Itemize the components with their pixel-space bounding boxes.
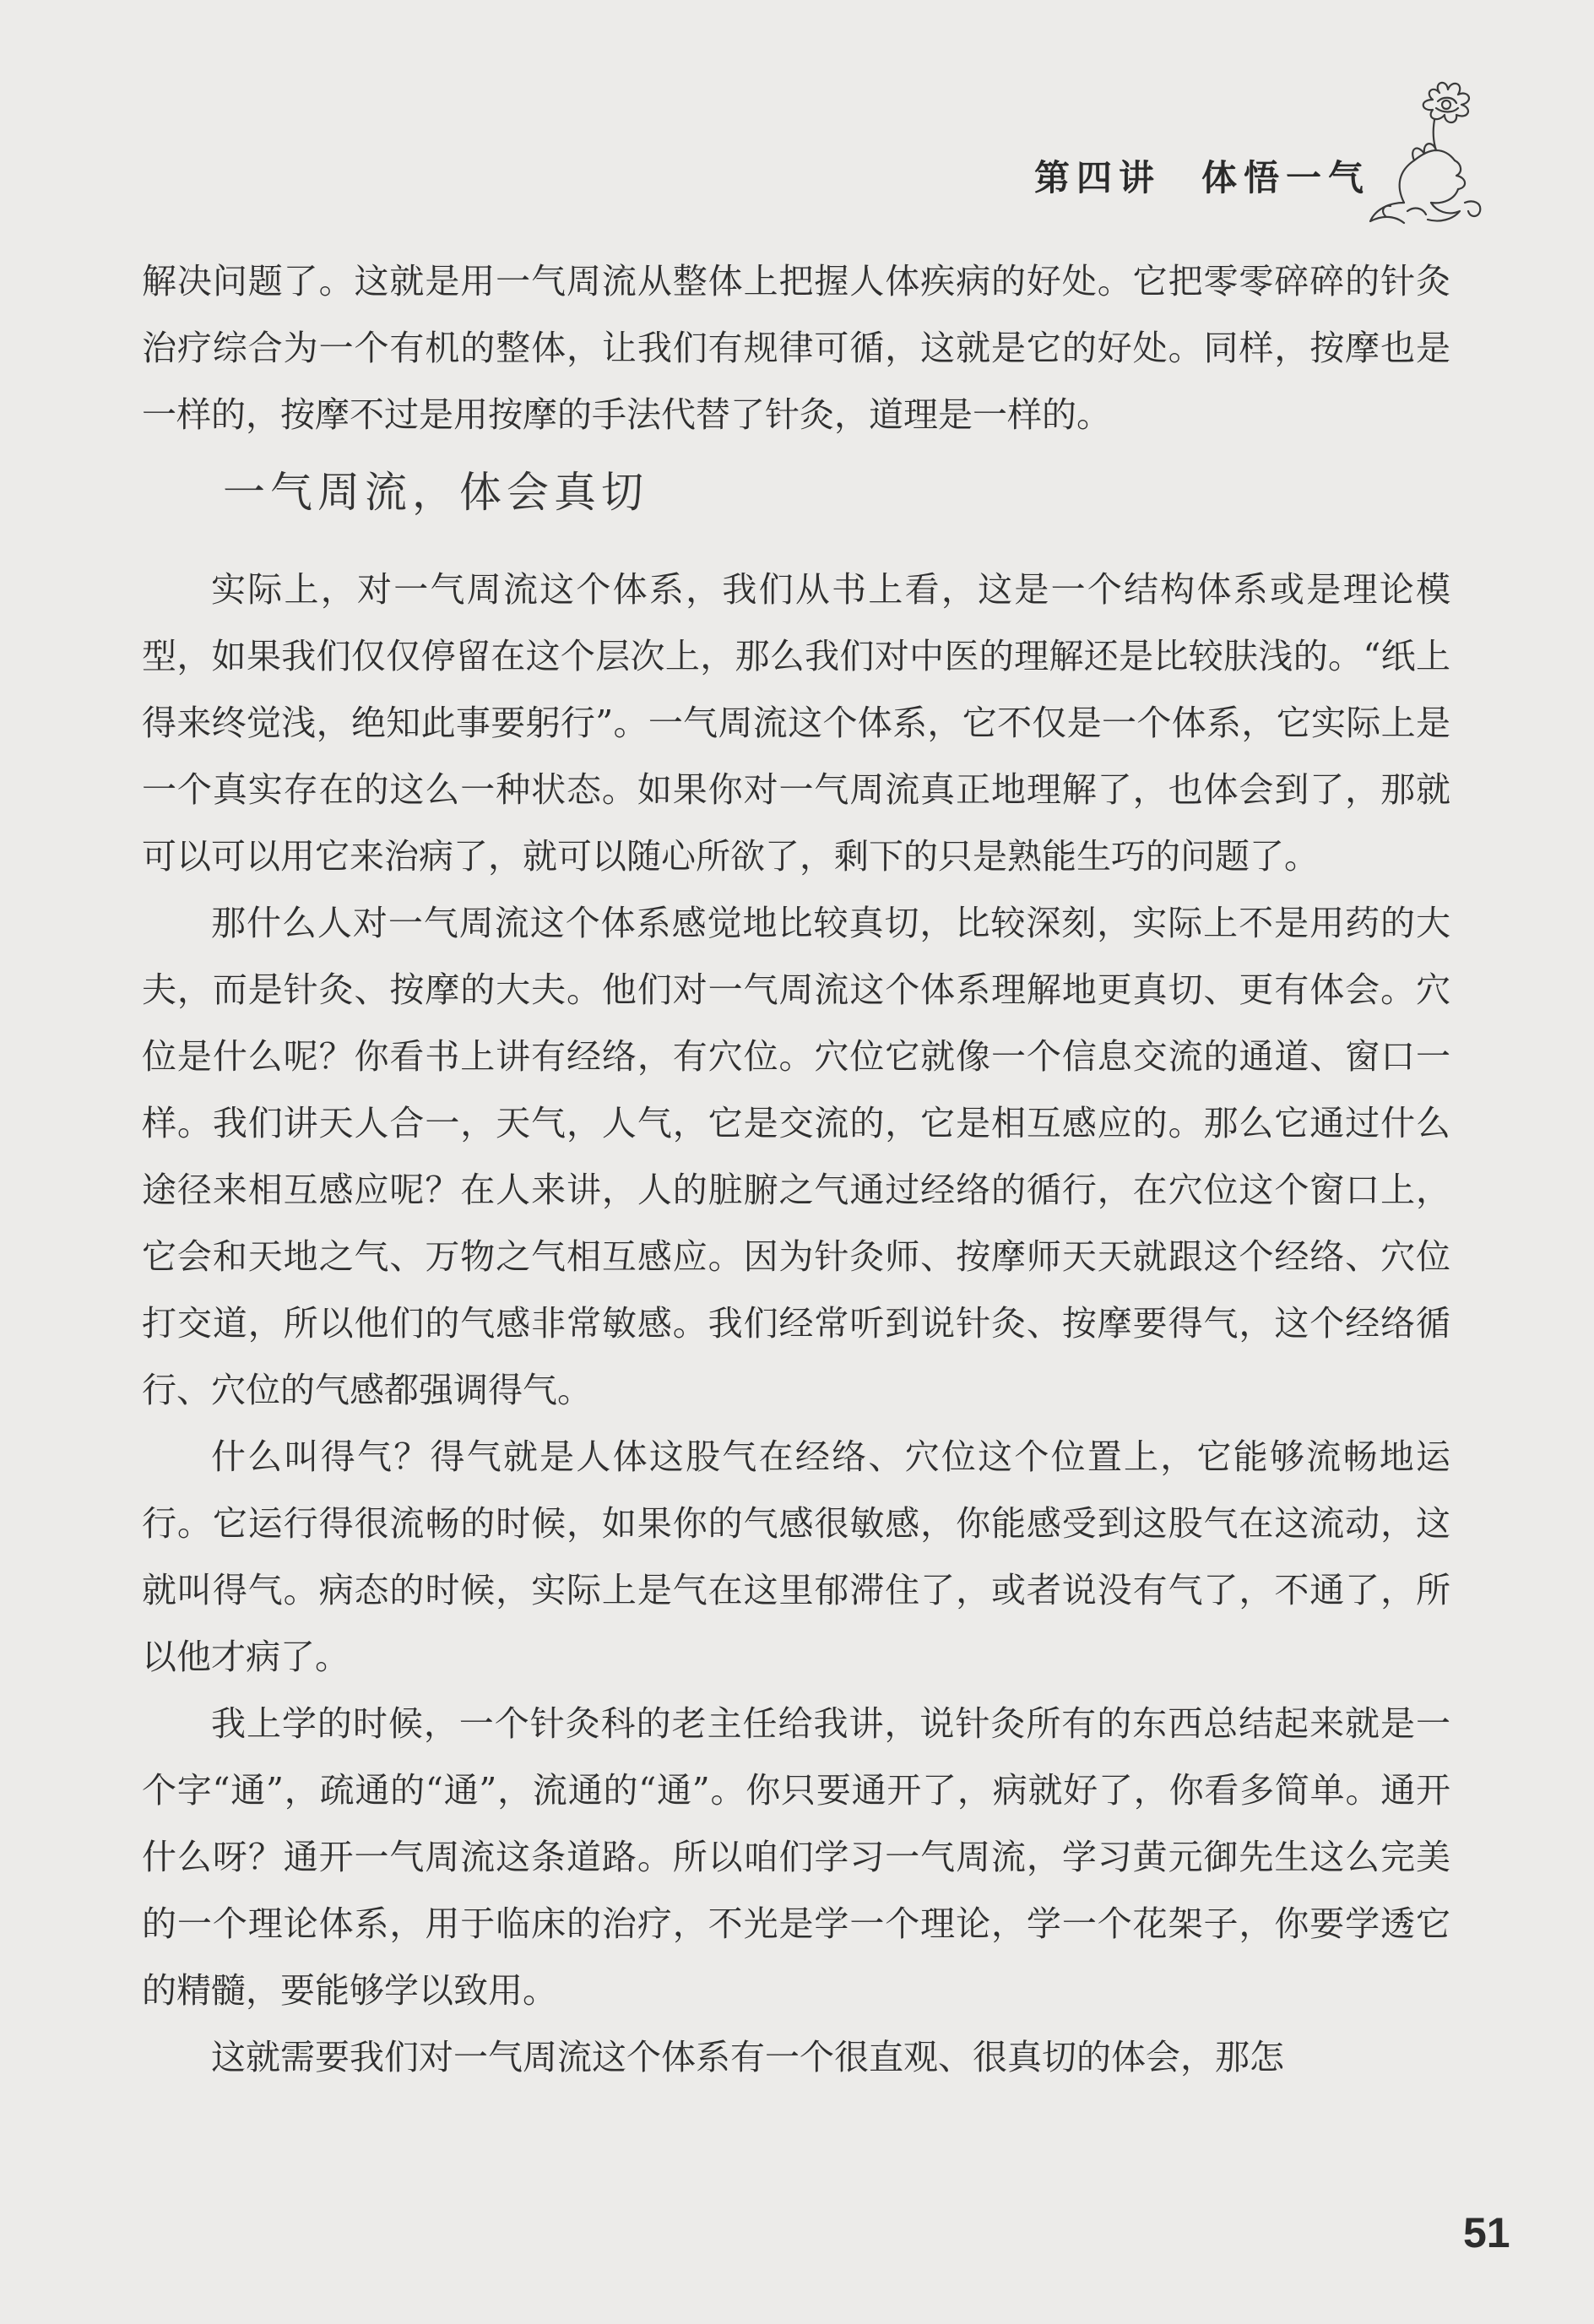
section-paragraph-3: 什么叫得气？得气就是人体这股气在经络、穴位这个位置上，它能够流畅地运行。它运行得很流畅的时候，如果你的气感很敏感，你能感受到这股气在这流动，这就叫得气。病态的时候，实际上是气在这里郁滞住了，或者说没有气了，不通了，所以他才病了。 xyxy=(142,1436,1450,1677)
chapter-title: 体悟一气 xyxy=(1201,157,1371,198)
section-paragraph-5: 这就需要我们对一气周流这个体系有一个很直观、很真切的体会，那怎 xyxy=(211,2037,1284,2077)
chapter-number: 第四讲 xyxy=(1034,157,1162,198)
lotus-hand-icon xyxy=(1355,76,1503,228)
section-paragraph-4: 我上学的时候，一个针灸科的老主任给我讲，说针灸所有的东西总结起来就是一个字“通”，疏通的“通”，流通的“通”。你只要通开了，病就好了，你看多简单。通开什么呀？通开一气周流这条道路。所以咱们学习一气周流，学习黄元御先生这么完美的一个理论体系，用于临床的治疗，不光是学一个理论，学一个花架子，你要学透它的精髓，要能够学以致用。 xyxy=(142,1703,1450,2011)
section-paragraph-1: 实际上，对一气周流这个体系，我们从书上看，这是一个结构体系或是理论模型，如果我们仅仅停留在这个层次上，那么我们对中医的理解还是比较肤浅的。“纸上得来终觉浅，绝知此事要躬行”。一气周流这个体系，它不仅是一个体系，它实际上是一个真实存在的这么一种状态。如果你对一气周流真正地理解了，也体会到了，那就可以可以用它来治病了，就可以随心所欲了，剩下的只是熟能生巧的问题了。 xyxy=(142,569,1450,877)
section-heading: 一气周流，体会真切 xyxy=(223,468,648,517)
page-number: 51 xyxy=(1463,2209,1510,2256)
running-head xyxy=(1034,150,1370,201)
section-paragraph-2: 那什么人对一气周流这个体系感觉地比较真切，比较深刻，实际上不是用药的大夫，而是针灸、按摩的大夫。他们对一气周流这个体系理解地更真切、更有体会。穴位是什么呢？你看书上讲有经络，有穴位。穴位它就像一个信息交流的通道、窗口一样。我们讲天人合一，天气，人气，它是交流的，它是相互感应的。那么它通过什么途径来相互感应呢？在人来讲，人的脏腑之气通过经络的循行，在穴位这个窗口上，它会和天地之气、万物之气相互感应。因为针灸师、按摩师天天就跟这个经络、穴位打交道，所以他们的气感非常敏感。我们经常听到说针灸、按摩要得气，这个经络循行、穴位的气感都强调得气。 xyxy=(142,903,1450,1410)
paragraph-continued: 解决问题了。这就是用一气周流从整体上把握人体疾病的好处。它把零零碎碎的针灸治疗综合为一个有机的整体，让我们有规律可循，这就是它的好处。同样，按摩也是一样的，按摩不过是用按摩的手法代替了针灸，道理是一样的。 xyxy=(142,261,1450,435)
body-text xyxy=(142,248,1450,2091)
